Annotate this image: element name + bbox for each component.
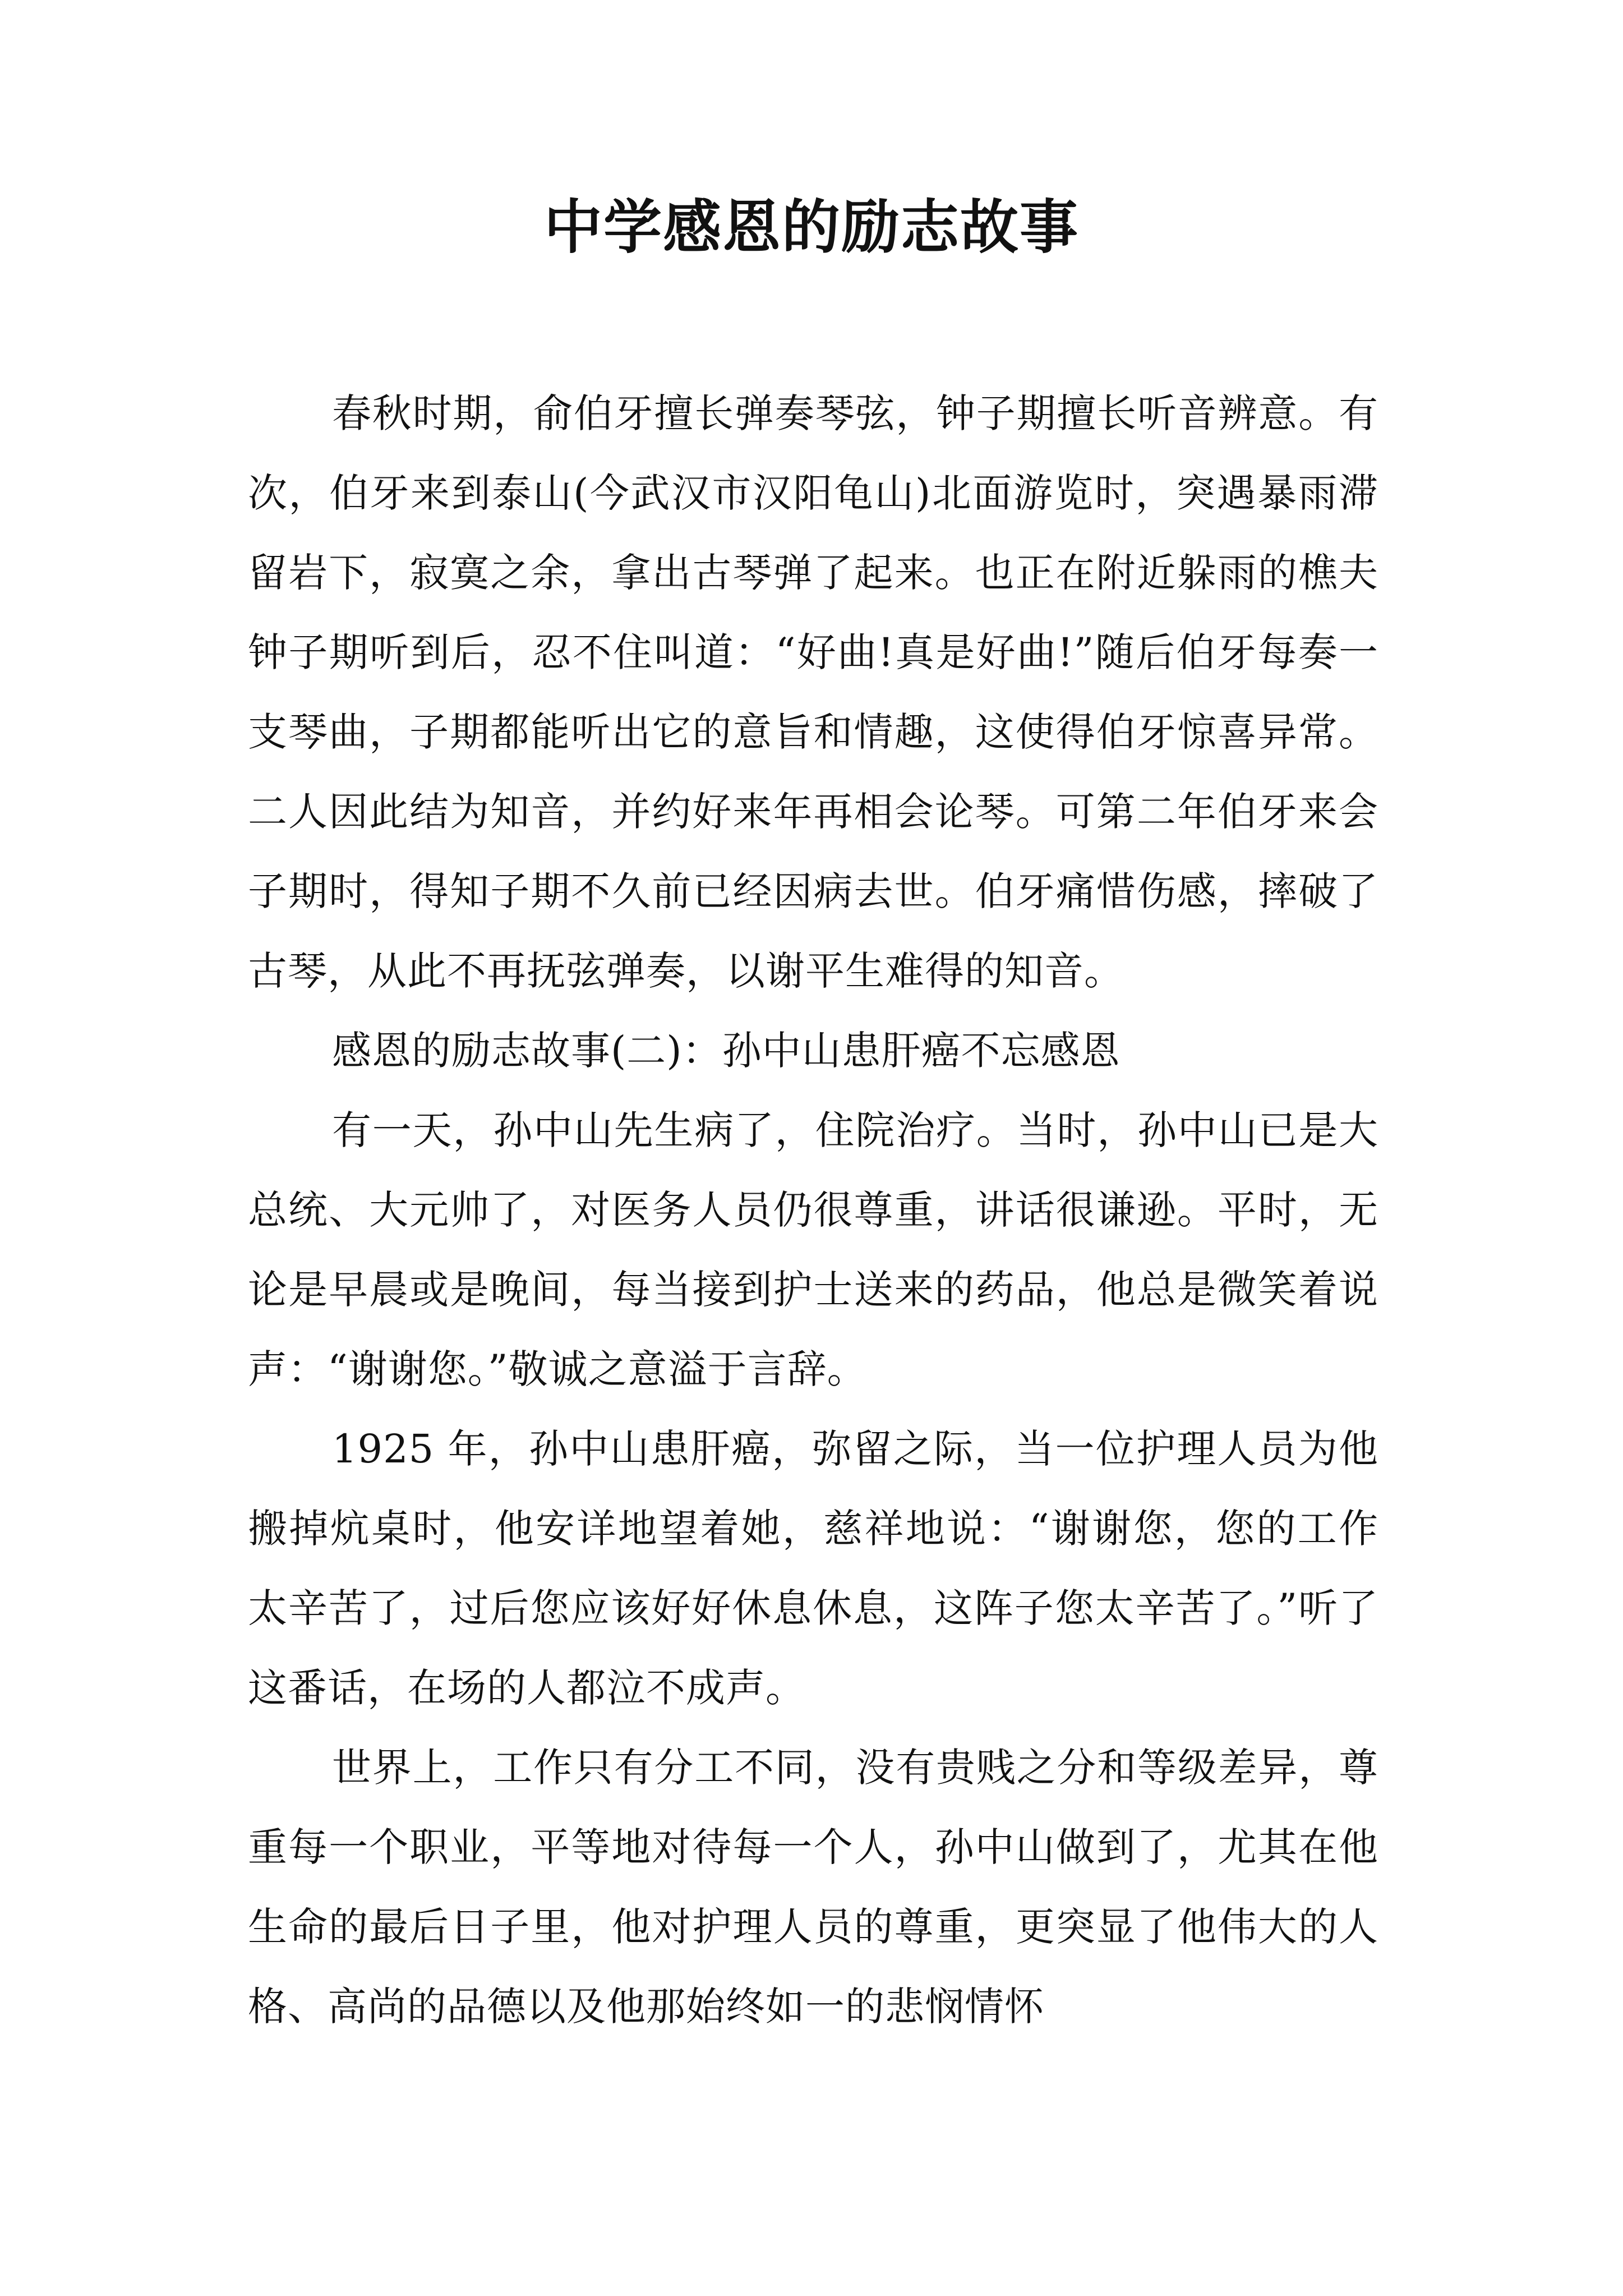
paragraph-sun-yat-sen-1925: 1925 年，孙中山患肝癌，弥留之际，当一位护理人员为他搬掉炕桌时，他安详地望着她，慈祥地说：“谢谢您，您的工作太辛苦了，过后您应该好好休息休息，这阵子您太辛苦了。”听了这番话，在场的人都泣不成声。: [248, 1426, 1378, 1711]
document-title: 中学感恩的励志故事: [543, 192, 1079, 261]
paragraph-respect-every-job: 世界上，工作只有分工不同，没有贵贱之分和等级差异，尊重每一个职业，平等地对待每一个人，孙中山做到了，尤其在他生命的最后日子里，他对护理人员的尊重，更突显了他伟大的人格、高尚的品德以及他那始终如一的悲悯情怀: [248, 1745, 1378, 2030]
paragraph-bo-ya-story: 春秋时期，俞伯牙擅长弹奏琴弦，钟子期擅长听音辨意。有次，伯牙来到泰山(今武汉市汉阳龟山)北面游览时，突遇暴雨滞留岩下，寂寞之余，拿出古琴弹了起来。也正在附近躲雨的樵夫钟子期听到后，忍不住叫道：“好曲!真是好曲!”随后伯牙每奏一支琴曲，子期都能听出它的意旨和情趣，这使得伯牙惊喜异常。二人因此结为知音，并约好来年再相会论琴。可第二年伯牙来会子期时，得知子期不久前已经因病去世。伯牙痛惜伤感，摔破了古琴，从此不再抚弦弹奏，以谢平生难得的知音。: [248, 390, 1378, 994]
section-heading: 感恩的励志故事(二)：孙中山患肝癌不忘感恩: [332, 1028, 1121, 1074]
paragraph-sun-yat-sen-hospital: 有一天，孙中山先生病了，住院治疗。当时，孙中山已是大总统、大元帅了，对医务人员仍很尊重，讲话很谦逊。平时，无论是早晨或是晚间，每当接到护士送来的药品，他总是微笑着说声：“谢谢您。”敬诚之意溢于言辞。: [248, 1107, 1378, 1392]
document-body: [248, 374, 1378, 2046]
